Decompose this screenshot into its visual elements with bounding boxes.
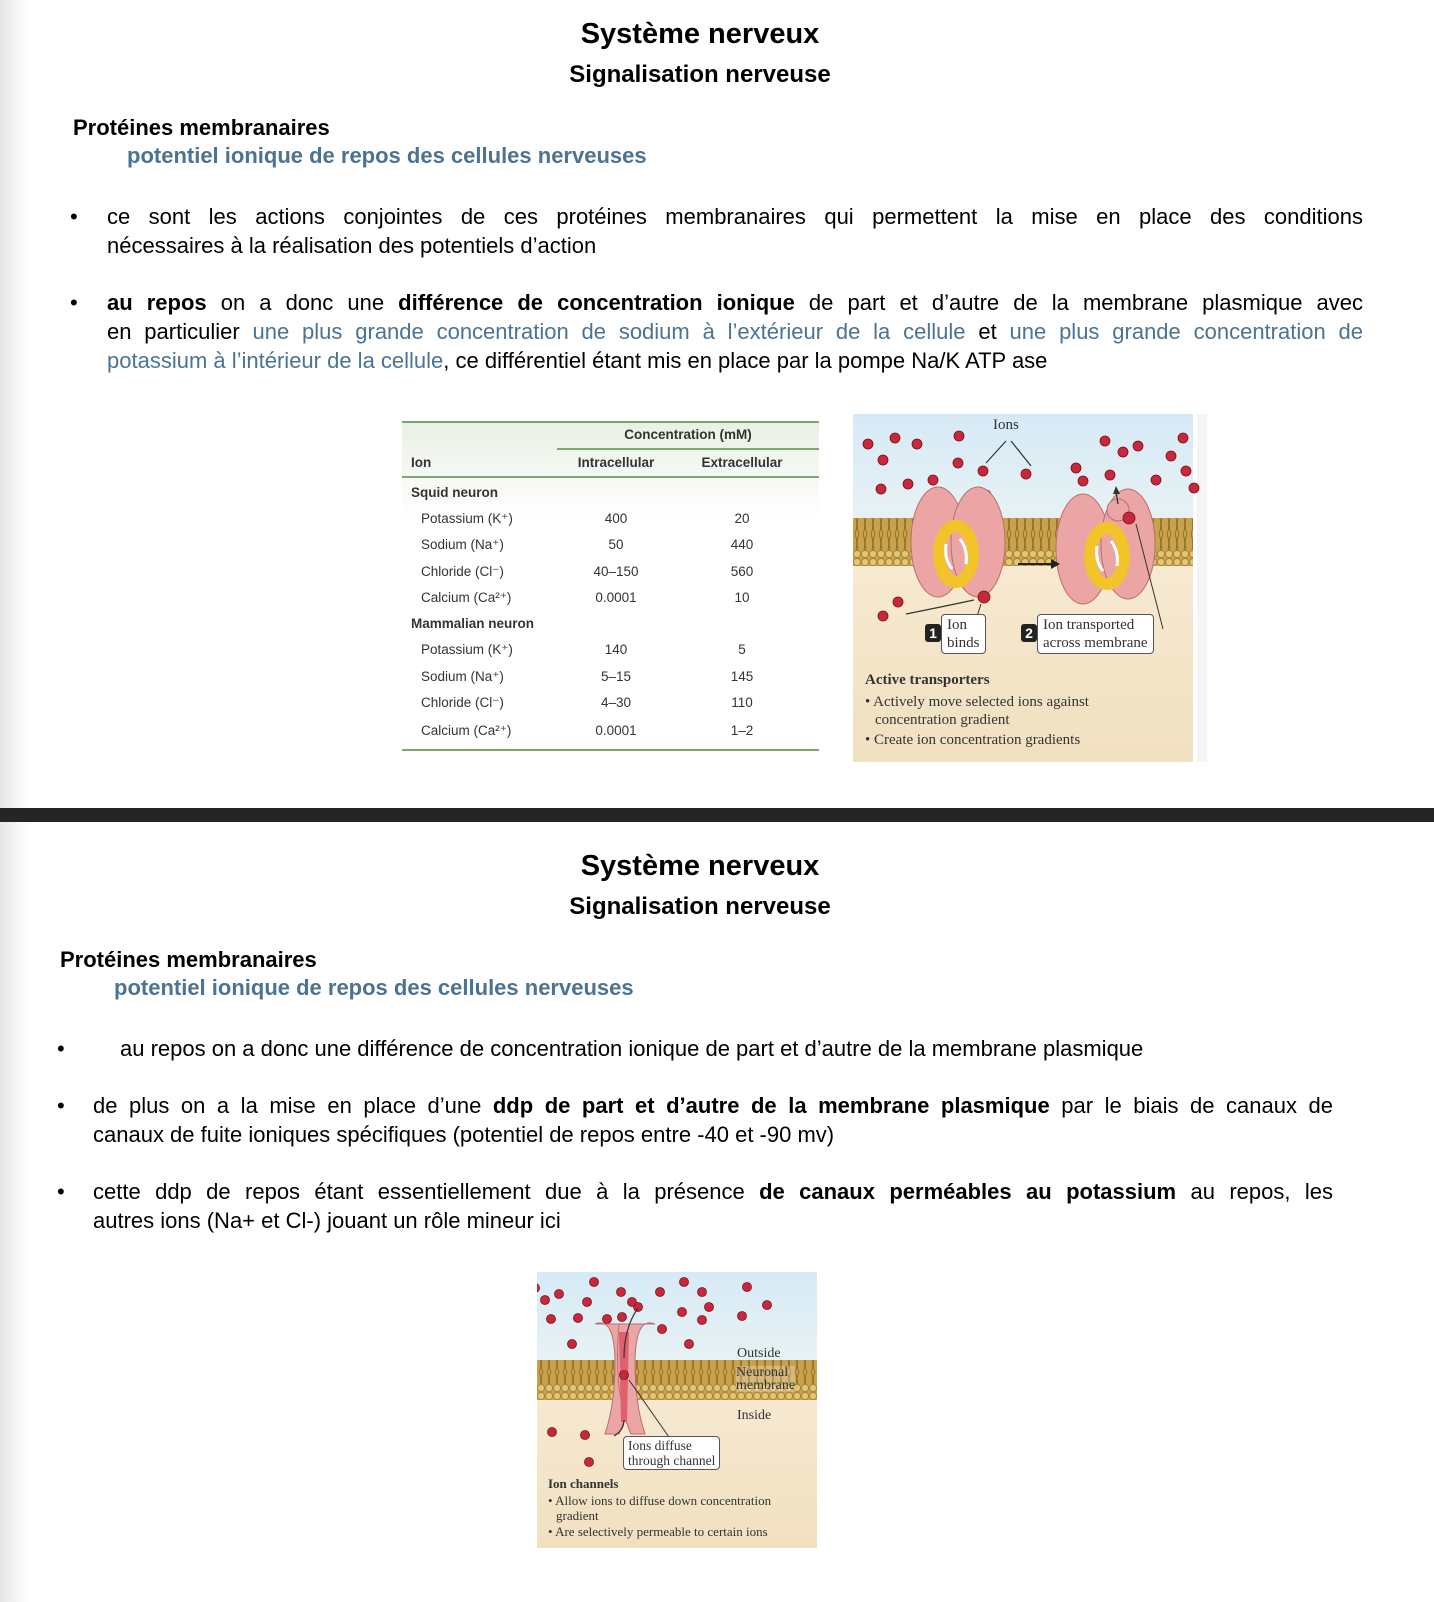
bullet-item [70, 202, 1370, 262]
bold-text: différence de concentration ionique [398, 290, 795, 315]
intracellular-value: 4–30 [600, 695, 632, 710]
table-rule [557, 448, 819, 450]
bullet-text-line2: canaux de fuite ioniques spécifiques (potentiel de repos entre -40 et -90 mv) [93, 1122, 835, 1147]
text-span: de plus on a la mise en place d’une [93, 1093, 493, 1118]
highlight-text: potassium à l’intérieur de la cellule [107, 348, 444, 373]
bullet-text-line2 [107, 317, 1363, 346]
text-span: on a donc une [206, 290, 399, 315]
ion-name: Calcium (Ca²⁺) [421, 723, 512, 738]
bullet-dot: • [57, 1093, 65, 1118]
ion-name: Potassium (K⁺) [421, 511, 513, 526]
figure-heading: Ion channels [548, 1476, 619, 1491]
table-rule [402, 421, 819, 423]
slide-subtitle: Signalisation nerveuse [569, 893, 831, 920]
callout-box [941, 614, 986, 654]
callout-line: Ion transported [1043, 617, 1135, 633]
ion-name: Potassium (K⁺) [421, 642, 513, 657]
ion-name: Chloride (Cl⁻) [421, 695, 504, 710]
table-group-label: Squid neuron [411, 485, 498, 500]
figure-point: • Are selectively permeable to certain ions [548, 1524, 768, 1539]
extracellular-value: 10 [734, 590, 750, 605]
ion-concentration-table [402, 421, 819, 751]
bullet-item [70, 288, 1370, 378]
slide-subtitle: Signalisation nerveuse [569, 61, 831, 88]
intracellular-value: 400 [604, 511, 628, 526]
membrane-label-line: membrane [736, 1378, 796, 1393]
inside-label: Inside [737, 1408, 772, 1423]
subsection-heading: potentiel ionique de repos des cellules nerveuses [127, 143, 647, 168]
section-heading: Protéines membranaires [60, 947, 317, 972]
outside-label: Outside [737, 1346, 781, 1361]
bullet-text: au repos on a donc une différence de concentration ionique de part et d’autre de la membrane plasmique [120, 1036, 1144, 1061]
step-1-callout [925, 614, 986, 654]
callout-line: Ion [947, 617, 967, 633]
text-span: cette ddp de repos étant essentiellement due à la présence [93, 1179, 760, 1204]
intracellular-value: 0.0001 [595, 590, 637, 605]
bullet-text-line1 [93, 1177, 1333, 1206]
bullet-text-line3 [107, 346, 1363, 375]
intracellular-value: 5–15 [600, 669, 632, 684]
ion-name: Sodium (Na⁺) [421, 669, 504, 684]
callout-line: Ions diffuse [628, 1438, 692, 1453]
extracellular-value: 20 [734, 511, 750, 526]
callout-line: binds [947, 635, 980, 651]
bullet-dot: • [57, 1179, 65, 1204]
step-number-badge: 1 [925, 624, 941, 642]
bold-text: ddp de part et d’autre de la membrane plasmique [492, 1093, 1050, 1118]
extracellular-value: 560 [730, 564, 754, 579]
bullet-text-line1 [93, 1091, 1333, 1120]
slide-title: Système nerveux [580, 18, 820, 50]
ion-name: Sodium (Na⁺) [421, 537, 504, 552]
subsection-heading: potentiel ionique de repos des cellules nerveuses [114, 975, 634, 1000]
bullet-item [57, 1091, 1357, 1151]
figure-point: • Actively move selected ions against [865, 694, 1089, 710]
table-group-header: Concentration (mM) [624, 427, 752, 442]
step-number-badge: 2 [1021, 624, 1037, 642]
slide-separator [0, 808, 1434, 822]
extracellular-value: 5 [738, 642, 746, 657]
table-rule [402, 749, 819, 751]
extracellular-value: 145 [730, 669, 754, 684]
intracellular-value: 40–150 [593, 564, 639, 579]
ion-name: Calcium (Ca²⁺) [421, 590, 512, 605]
text-span: et [965, 319, 1010, 344]
bullet-text-line1: ce sont les actions conjointes de ces protéines membranaires qui permettent la mise en place des conditions [107, 204, 1363, 229]
active-transporter-figure [853, 414, 1207, 762]
text-span: de part et d’autre de la membrane plasmique avec [794, 290, 1363, 315]
column-header-extracellular: Extracellular [701, 455, 783, 470]
intracellular-value: 50 [608, 537, 624, 552]
extracellular-value: 110 [731, 695, 753, 710]
ion-channel-figure [537, 1272, 817, 1548]
extracellular-value: 1–2 [730, 723, 754, 738]
section-heading: Protéines membranaires [73, 115, 330, 140]
intracellular-value: 0.0001 [595, 723, 637, 738]
callout-box [623, 1436, 720, 1470]
figure-point: • Allow ions to diffuse down concentration [548, 1493, 772, 1508]
bullet-text-line2: autres ions (Na+ et Cl-) jouant un rôle mineur ici [93, 1208, 561, 1233]
bold-text: au repos [107, 290, 207, 315]
intracellular-value: 140 [604, 642, 628, 657]
text-span: par le biais de canaux de [1049, 1093, 1333, 1118]
bullet-dot: • [57, 1036, 65, 1061]
bullet-item [57, 1177, 1357, 1237]
membrane-label [736, 1366, 795, 1392]
callout-line: across membrane [1043, 635, 1148, 651]
bullet-dot: • [70, 290, 78, 315]
callout-line: through channel [628, 1453, 716, 1468]
bullet-dot: • [70, 204, 78, 229]
column-header-ion: Ion [411, 455, 432, 470]
table-group-label: Mammalian neuron [411, 616, 535, 631]
text-span: en particulier [107, 319, 253, 344]
slide-2 [0, 822, 1434, 1602]
callout-box [1037, 614, 1154, 654]
membrane-label-line: Neuronal [736, 1365, 789, 1380]
bullet-item [57, 1034, 1357, 1064]
text-span: , ce différentiel étant mis en place par la pompe Na/K ATP ase [443, 348, 1048, 373]
figure-heading: Active transporters [865, 672, 990, 688]
text-span: au repos, les [1176, 1179, 1333, 1204]
bullet-text-line1 [107, 288, 1363, 317]
column-header-intracellular: Intracellular [577, 455, 655, 470]
table-rule [402, 476, 819, 478]
bullet-text-line2: nécessaires à la réalisation des potentiels d’action [107, 233, 597, 258]
figure-point: • Create ion concentration gradients [865, 732, 1081, 748]
ion-name: Chloride (Cl⁻) [421, 564, 504, 579]
bold-text: de canaux perméables au potassium [759, 1179, 1177, 1204]
extracellular-value: 440 [730, 537, 754, 552]
highlight-text: une plus grande concentration de sodium à l’extérieur de la cellule [252, 319, 966, 344]
highlight-text: une plus grande concentration de [1009, 319, 1364, 344]
figure-point: concentration gradient [875, 712, 1010, 728]
figure-point: gradient [556, 1508, 599, 1523]
slide-title: Système nerveux [580, 850, 820, 882]
ions-label: Ions [993, 417, 1019, 433]
step-2-callout [1021, 614, 1154, 654]
